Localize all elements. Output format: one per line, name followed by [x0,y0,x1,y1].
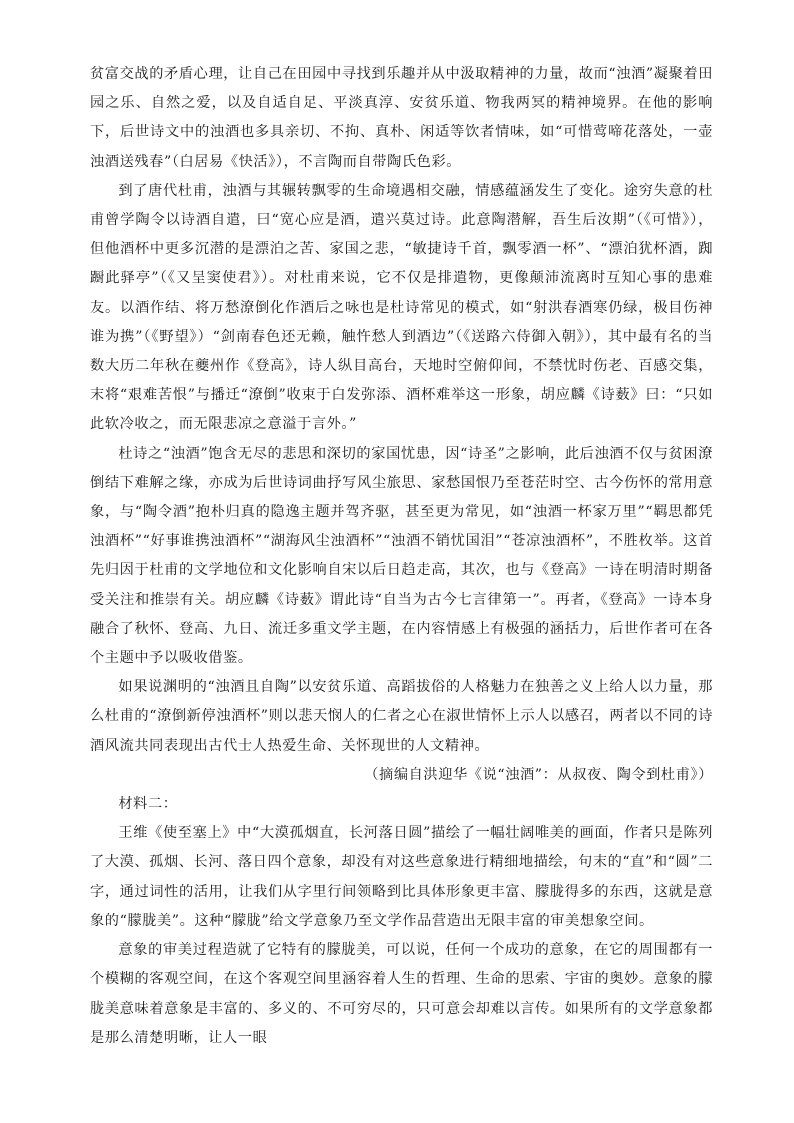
source-citation: （摘编自洪迎华《说“浊酒”：从叔夜、陶令到杜甫》） [364,766,713,783]
material-two-heading: 材料二： [118,796,178,813]
paragraph-conclusion: 如果说渊明的“浊酒且自陶”以安贫乐道、高蹈拔俗的人格魅力在独善之义上给人以力量，那么杜甫的“潦倒新停浊酒杯”则以悲天悯人的仁者之心在淑世情怀上示人以感召，两者以不同的诗酒风流共同表现出古代士人热爱生命、关怀现世的人文精神。 [90,679,713,754]
paragraph-imagery-beauty: 意象的审美过程造就了它特有的朦胧美，可以说，任何一个成功的意象，在它的周围都有一个模糊的客观空间，在这个客观空间里涵容着人生的哲理、生命的思索、宇宙的奥妙。意象的朦胧美意味着意象是丰富的、多义的、不可穷尽的，只可意会却难以言传。如果所有的文学意象都是那么清楚明晰，让人一眼 [90,942,713,1046]
paragraph-wang-wei: 王维《使至塞上》中“大漠孤烟直，长河落日圆”描绘了一幅壮阔唯美的画面，作者只是陈列了大漠、孤烟、长河、落日四个意象，却没有对这些意象进行精细地描绘，句末的“直”和“圆”二字，通过词性的活用，让我们从字里行间领略到比具体形象更丰富、朦胧得多的东西，这就是意象的“朦胧美”。这种“朦胧”给文学意象乃至文学作品营造出无限丰富的审美想象空间。 [90,825,713,929]
paragraph-du-fu: 到了唐代杜甫，浊酒与其辗转飘零的生命境遇相交融，情感蕴涵发生了变化。途穷失意的杜甫曾学陶令以诗酒自遣，曰“宽心应是酒，遣兴莫过诗。此意陶潜解，吾生后汝期”（《可惜》），但他酒杯中更多沉潜的是漂泊之苦、家国之悲，“敏捷诗千首，飘零酒一杯”、“漂泊犹杯酒，踟蹰此驿亭”（《又呈窦使君》）。对杜甫来说，它不仅是排遣物，更像颠沛流离时互知心事的患难友。以酒作结、将万愁潦倒化作酒后之咏也是杜诗常见的模式，如“射洪春酒寒仍绿，极目伤神谁为携”（《野望》）“剑南春色还无赖，触忤愁人到酒边”（《送路六侍御入朝》），其中最有名的当数大历二年秋在夔州作《登高》，诗人纵目高台，天地时空俯仰间，不禁忧时伤老、百感交集，末将“艰难苦恨”与播迁“潦倒”收束于白发弥添、酒杯难举这一形象，胡应麟《诗薮》曰：“只如此软冷收之，而无限悲凉之意溢于言外。” [90,182,713,433]
paragraph-continued: 贫富交战的矛盾心理，让自己在田园中寻找到乐趣并从中汲取精神的力量，故而“浊酒”凝聚着田园之乐、自然之爱，以及自适自足、平淡真淳、安贫乐道、物我两冥的精神境界。在他的影响下，后世诗文中的浊酒也多具亲切、不拘、真朴、闲适等饮者情味，如“可惜莺啼花落处，一壶浊酒送残春”（白居易《快活》），不言陶而自带陶氏色彩。 [90,66,713,170]
paragraph-du-poetry-influence: 杜诗之“浊酒”饱含无尽的悲思和深切的家国忧患，因“诗圣”之影响，此后浊酒不仅与贫困潦倒结下难解之缘，亦成为后世诗词曲抒写风尘旅思、家愁国恨乃至苍茫时空、古今伤怀的常用意象，与“陶令酒”抱朴归真的隐逸主题并驾齐驱，甚至更为常见，如“浊酒一杯家万里”“羁思都凭浊酒杯”“好事谁携浊酒杯”“湖海风尘浊酒杯”“浊酒不销忧国泪”“苍凉浊酒杯”，不胜枚举。这首先归因于杜甫的文学地位和文化影响自宋以后日趋走高，其次，也与《登高》一诗在明清时期备受关注和推崇有关。胡应麟《诗薮》谓此诗“自当为古今七言律第一”。再者，《登高》一诗本身融合了秋怀、登高、九日、流迁多重文学主题，在内容情感上有极强的涵括力，后世作者可在各个主题中予以吸收借鉴。 [90,445,713,667]
document-body [90,60,713,1053]
